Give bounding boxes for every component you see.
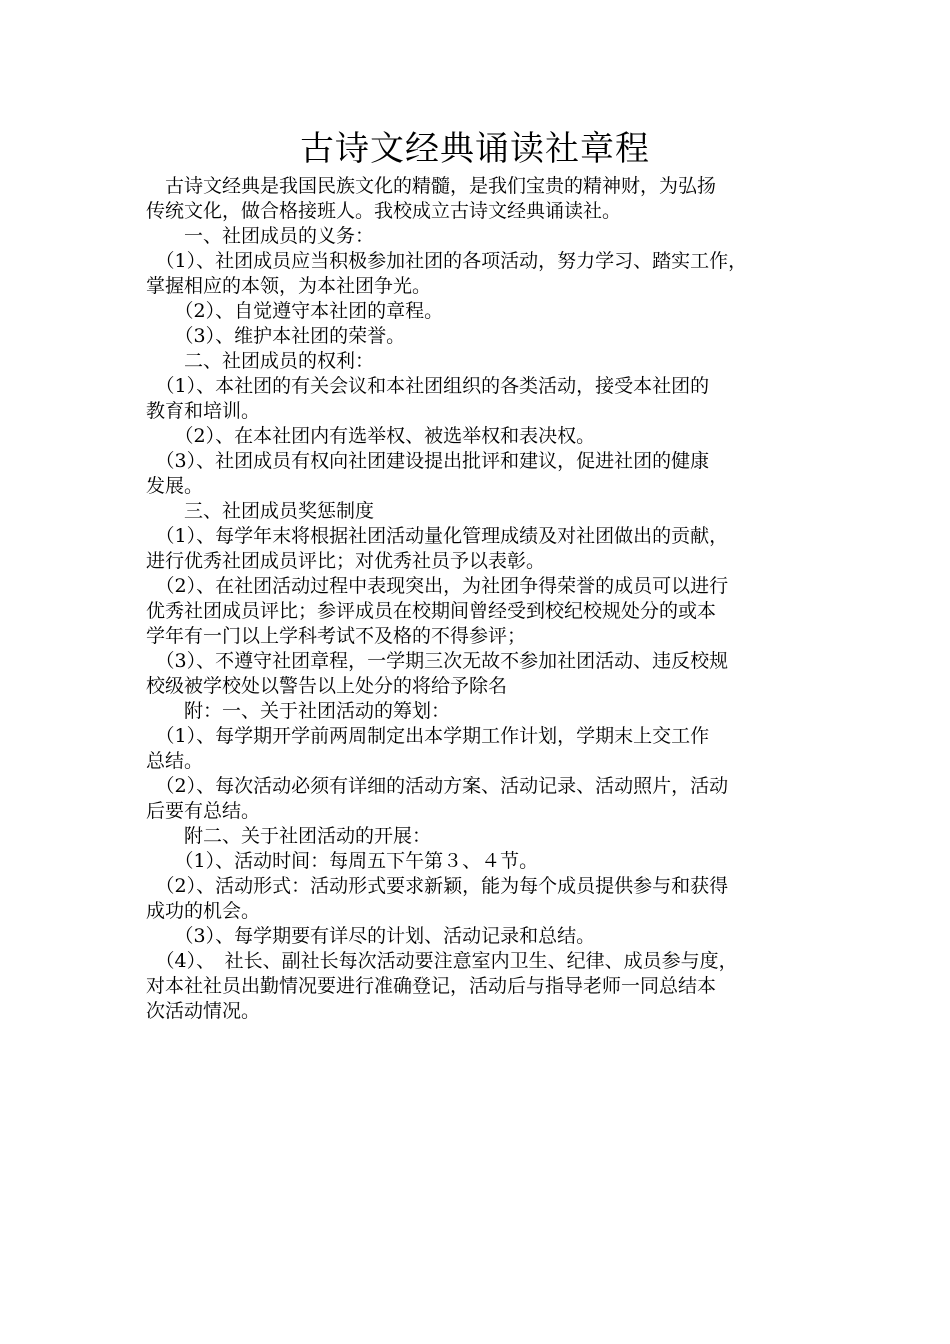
text-line: （3）、不遵守社团章程，一学期三次无故不参加社团活动、违反校规	[146, 650, 729, 672]
text-line: 教育和培训。	[146, 400, 261, 422]
text-line: （1）、活动时间：每周五下午第３、４节。	[146, 850, 539, 872]
text-line: 校级被学校处以警告以上处分的将给予除名	[146, 675, 508, 697]
text-line: 发展。	[146, 475, 204, 497]
text-line: （2）、活动形式：活动形式要求新颖，能为每个成员提供参与和获得	[146, 875, 729, 897]
section-heading: 三、社团成员奖惩制度	[146, 500, 375, 522]
text-line: 掌握相应的本领，为本社团争光。	[146, 275, 432, 297]
text-line: 总结。	[146, 750, 204, 772]
text-line: 传统文化，做合格接班人。我校成立古诗文经典诵读社。	[146, 200, 622, 222]
text-line: 进行优秀社团成员评比；对优秀社员予以表彰。	[146, 550, 546, 572]
text-line: 次活动情况。	[146, 1000, 261, 1022]
text-line: 成功的机会。	[146, 900, 261, 922]
document-body	[146, 174, 808, 1024]
text-line: （2）、每次活动必须有详细的活动方案、活动记录、活动照片，活动	[146, 775, 729, 797]
text-line: 古诗文经典是我国民族文化的精髓，是我们宝贵的精神财，为弘扬	[146, 175, 717, 197]
text-line: （1）、每学年末将根据社团活动量化管理成绩及对社团做出的贡献，	[146, 525, 729, 547]
text-line: （3）、每学期要有详尽的计划、活动记录和总结。	[146, 925, 596, 947]
section-heading: 附：一、关于社团活动的筹划：	[146, 700, 451, 722]
text-line: （2）、在本社团内有选举权、被选举权和表决权。	[146, 425, 596, 447]
text-line: （1）、社团成员应当积极参加社团的各项活动，努力学习、踏实工作，	[146, 250, 748, 272]
text-line: （3）、社团成员有权向社团建设提出批评和建议，促进社团的健康	[146, 450, 710, 472]
text-line: （3）、维护本社团的荣誉。	[146, 325, 406, 347]
text-line: （1）、每学期开学前两周制定出本学期工作计划，学期末上交工作	[146, 725, 710, 747]
section-heading: 附二、关于社团活动的开展：	[146, 825, 432, 847]
text-line: 优秀社团成员评比；参评成员在校期间曾经受到校纪校规处分的或本	[146, 600, 717, 622]
section-heading: 一、社团成员的义务：	[146, 225, 375, 247]
text-line: （1）、本社团的有关会议和本社团组织的各类活动，接受本社团的	[146, 375, 710, 397]
text-line: （4）、 社长、副社长每次活动要注意室内卫生、纪律、成员参与度，	[146, 950, 738, 972]
section-heading: 二、社团成员的权利：	[146, 350, 375, 372]
text-line: 学年有一门以上学科考试不及格的不得参评；	[146, 625, 527, 647]
text-line: （2）、在社团活动过程中表现突出，为社团争得荣誉的成员可以进行	[146, 575, 729, 597]
text-line: 后要有总结。	[146, 800, 261, 822]
text-line: 对本社社员出勤情况要进行准确登记，活动后与指导老师一同总结本	[146, 975, 717, 997]
page-title: 古诗文经典诵读社章程	[300, 129, 650, 169]
text-line: （2）、自觉遵守本社团的章程。	[146, 300, 444, 322]
